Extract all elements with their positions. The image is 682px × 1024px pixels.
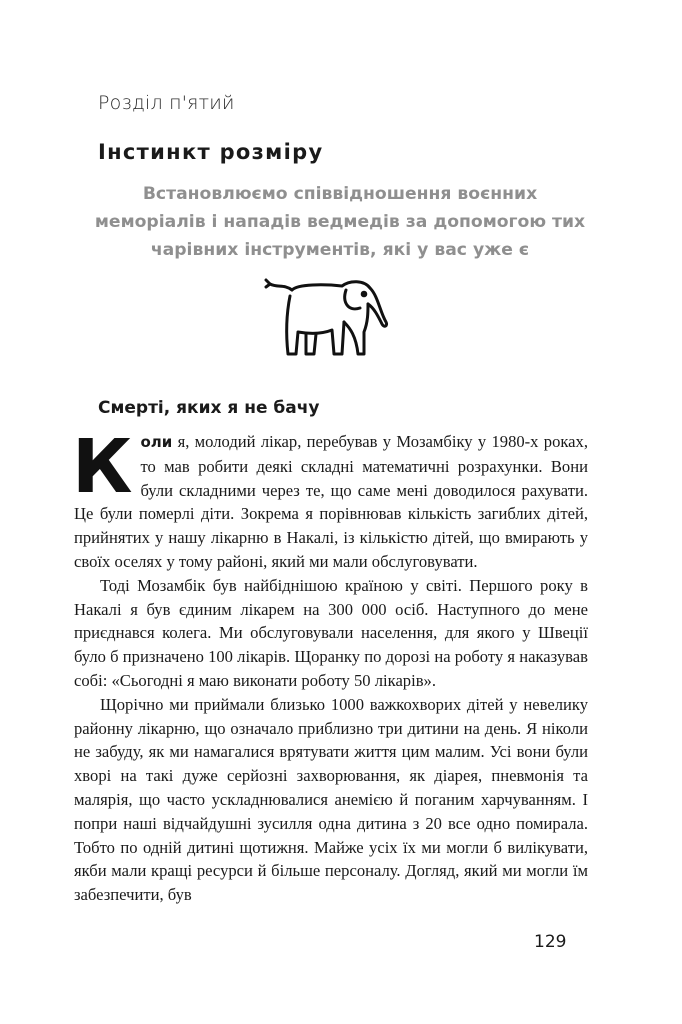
section-heading: Смерті, яких я не бачу [98,398,320,418]
chapter-label: Розділ п'ятий [98,92,235,114]
chapter-title: Інстинкт розміру [98,140,324,164]
paragraph-3: Щорічно ми приймали близько 1000 важкохворих дітей у невелику районну лікарню, що означало приблизно три дитини на день. Я ніколи не забуду, як ми намагалися врятувати життя цим малим. Усі вони були хворі на такі дуже серйозні захворювання, як діарея, пневмонія та малярія, що часто ускладнювалися анемією й поганим харчуванням. І попри наші відчайдушні зусилля одна дитина з 20 все одно помирала. Тобто по одній дитині щотижня. Майже усіх їх ми могли б вилікувати, якби мали кращі ресурси й більше персоналу. Догляд, який ми могли їм забезпечити, був [74,694,588,905]
chapter-subtitle: Встановлюємо співвідношення воєнних меморіалів і нападів ведмедів за допомогою тих чарівних інструментів, які у вас уже є [94,184,586,260]
body-text [72,424,588,907]
paragraph-1 [72,424,588,574]
paragraph-1-text: я, молодий лікар, перебував у Мозамбіку у 1980-х роках, то мав робити деякі складні математичні розрахунки. Вони були складними через те, що саме мені доводилося рахувати. Це були померлі діти. Зокрема я порівнював кількість загиблих дітей, прийнятих у нашу лікарню в Накалі, із кількістю дітей, що вмирають у своїх оселях у тому районі, який ми мали обслуговувати. [74,432,588,571]
paragraph-2: Тоді Мозамбік був найбіднішою країною у світі. Першого року в Накалі я був єдиним лікарем на 300 000 осіб. Наступного до мене приєднався колега. Ми обслуговували населення, для якого у Швеції було б призначено 100 лікарів. Щоранку по дорозі на роботу я наказував собі: «Сьогодні я маю виконати роботу 50 лікарів». [74,575,588,690]
elephant-icon [264,276,394,360]
drop-cap: К [72,424,133,510]
page-number: 129 [534,932,567,952]
lead-word: оли [140,433,173,451]
